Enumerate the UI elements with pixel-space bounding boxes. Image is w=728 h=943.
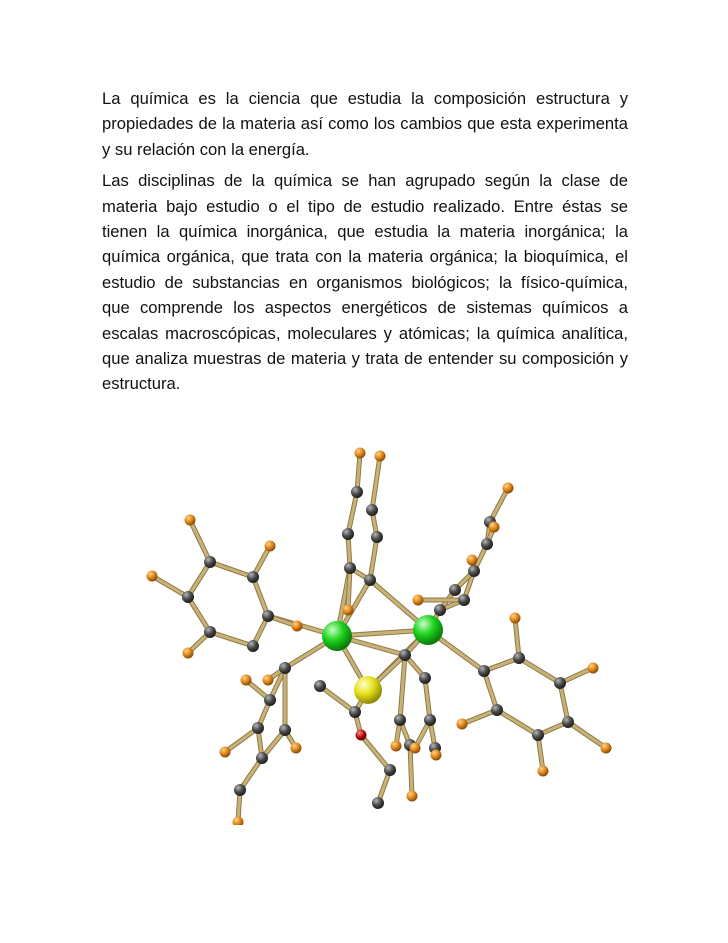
molecule-illustration bbox=[130, 445, 630, 825]
substituent-atom bbox=[503, 483, 514, 494]
carbon-atom bbox=[478, 665, 490, 677]
substituent-atom bbox=[375, 451, 386, 462]
substituent-atom bbox=[343, 605, 354, 616]
carbon-atom bbox=[247, 571, 259, 583]
carbon-atom bbox=[562, 716, 574, 728]
carbon-atom bbox=[256, 752, 268, 764]
carbon-atom bbox=[342, 528, 354, 540]
carbon-atom bbox=[449, 584, 461, 596]
carbon-atom bbox=[279, 662, 291, 674]
carbon-atom bbox=[394, 714, 406, 726]
substituent-atom bbox=[431, 750, 442, 761]
bond bbox=[515, 618, 519, 658]
substituent-atom bbox=[407, 791, 418, 802]
carbon-atom bbox=[264, 694, 276, 706]
carbon-atom bbox=[182, 591, 194, 603]
substituent-atom bbox=[410, 743, 421, 754]
bond bbox=[348, 568, 350, 610]
substituent-atom bbox=[241, 675, 252, 686]
bond bbox=[210, 562, 253, 577]
substituent-atom bbox=[391, 741, 402, 752]
carbon-atom bbox=[399, 649, 411, 661]
bond bbox=[372, 456, 380, 510]
bond bbox=[225, 728, 258, 752]
carbon-atom bbox=[491, 704, 503, 716]
carbon-atom bbox=[234, 784, 246, 796]
bond bbox=[568, 722, 606, 748]
carbon-atom bbox=[279, 724, 291, 736]
bond bbox=[519, 658, 560, 683]
substituent-atom bbox=[291, 743, 302, 754]
carbon-atom bbox=[204, 556, 216, 568]
carbon-atom bbox=[434, 604, 446, 616]
substituent-atom bbox=[183, 648, 194, 659]
substituent-atom bbox=[413, 595, 424, 606]
metal-atom bbox=[322, 621, 352, 651]
substituent-atom bbox=[355, 448, 366, 459]
bond bbox=[253, 577, 268, 616]
carbon-atom bbox=[372, 797, 384, 809]
carbon-atom bbox=[364, 574, 376, 586]
paragraph-intro: La química es la ciencia que estudia la composición estructura y propiedades de la materia así como los cambios que esta experimenta y su relación con la energía. bbox=[102, 89, 628, 159]
molecule-svg bbox=[130, 445, 630, 825]
carbon-atom bbox=[371, 531, 383, 543]
substituent-atom bbox=[467, 555, 478, 566]
substituent-atom bbox=[457, 719, 468, 730]
carbon-atom bbox=[314, 680, 326, 692]
substituent-atom bbox=[263, 675, 274, 686]
carbon-atom bbox=[513, 652, 525, 664]
carbon-atom bbox=[384, 764, 396, 776]
carbon-atom bbox=[468, 565, 480, 577]
substituent-atom bbox=[185, 515, 196, 526]
carbon-atom bbox=[554, 677, 566, 689]
oxygen-atom bbox=[356, 730, 367, 741]
substituent-atom bbox=[265, 541, 276, 552]
carbon-atom bbox=[349, 706, 361, 718]
substituent-atom bbox=[220, 747, 231, 758]
substituent-atom bbox=[601, 743, 612, 754]
carbon-atom bbox=[458, 594, 470, 606]
bond bbox=[361, 735, 390, 770]
substituent-atom bbox=[588, 663, 599, 674]
substituent-atom bbox=[510, 613, 521, 624]
metal-atom bbox=[413, 615, 443, 645]
bond bbox=[152, 576, 188, 597]
carbon-atom bbox=[344, 562, 356, 574]
bond bbox=[497, 710, 538, 735]
carbon-atom bbox=[262, 610, 274, 622]
substituent-atom bbox=[538, 766, 549, 777]
bond bbox=[188, 597, 210, 632]
carbon-atom bbox=[532, 729, 544, 741]
carbon-atom bbox=[247, 640, 259, 652]
carbon-atom bbox=[419, 672, 431, 684]
carbon-atom bbox=[252, 722, 264, 734]
bond bbox=[410, 745, 412, 796]
carbon-atom bbox=[204, 626, 216, 638]
bond bbox=[210, 632, 253, 646]
paragraph-disciplines: Las disciplinas de la química se han agrupado según la clase de materia bajo estudio o el tipo de estudio realizado. Entre éstas se tienen la química inorgánica, que estudia la materia inorgánica; la química orgánica, que trata con la materia orgánica; la bioquímica, el estudio de substancias en organismos biológicos; la físico-química, que comprende los aspectos energéticos de sistemas químicos a escalas macroscópicas, moleculares y atómicas; la química analítica, que analiza muestras de materia y trata de entender su composición y estructura. bbox=[102, 171, 628, 394]
substituent-atom bbox=[147, 571, 158, 582]
bond bbox=[188, 562, 210, 597]
carbon-atom bbox=[424, 714, 436, 726]
sulfur-atom bbox=[354, 676, 382, 704]
bond bbox=[190, 520, 210, 562]
substituent-atom bbox=[489, 522, 500, 533]
bond bbox=[348, 492, 357, 534]
carbon-atom bbox=[351, 486, 363, 498]
bond bbox=[320, 686, 355, 712]
substituent-atom bbox=[233, 817, 244, 826]
substituent-atom bbox=[292, 621, 303, 632]
text-block bbox=[102, 86, 628, 397]
bond bbox=[484, 671, 497, 710]
carbon-atom bbox=[366, 504, 378, 516]
carbon-atom bbox=[481, 538, 493, 550]
